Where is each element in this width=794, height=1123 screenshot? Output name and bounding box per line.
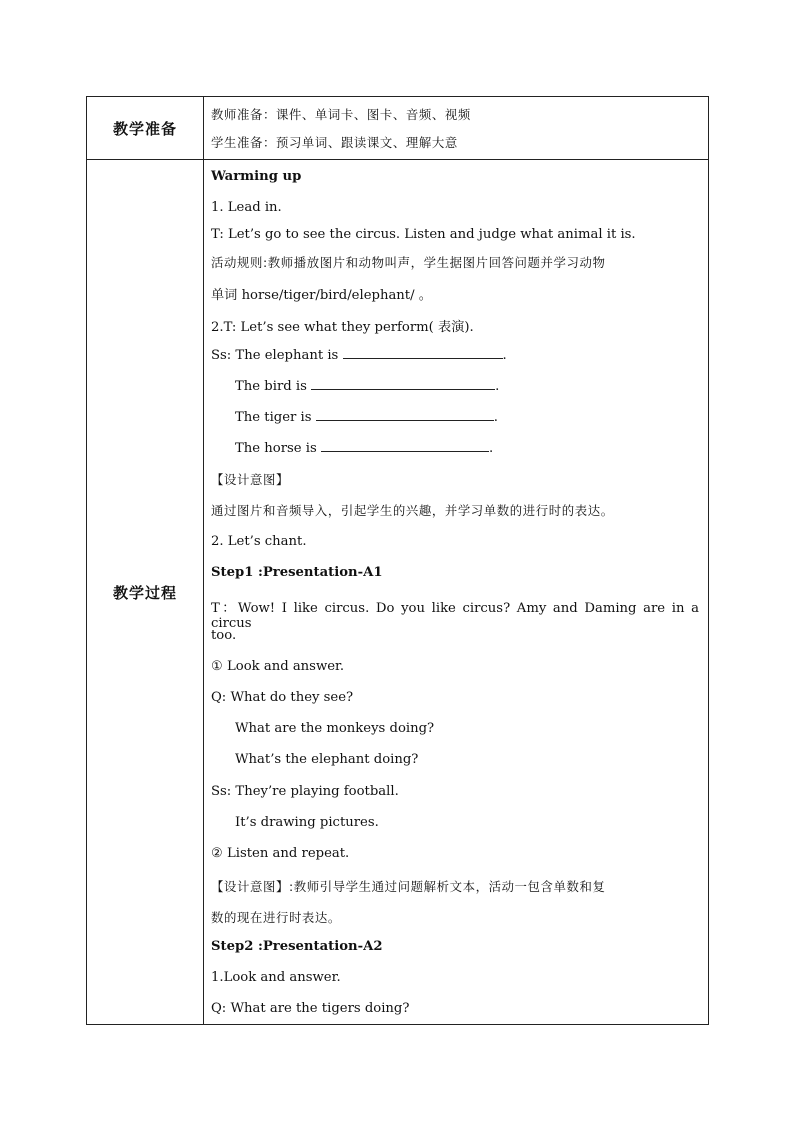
bird-blank-line — [211, 378, 499, 394]
horse-period: . — [488, 441, 494, 456]
bird-answer-blank[interactable] — [311, 378, 495, 390]
question-what-see: Q: What do they see? — [211, 690, 354, 705]
look-and-answer-2: 1.Look and answer. — [211, 970, 341, 985]
horse-blank-line — [211, 440, 493, 456]
teacher-listen-line: T: Let’s go to see the circus. Listen and judge what animal it is. — [211, 227, 636, 242]
question-tigers: Q: What are the tigers doing? — [211, 1001, 410, 1016]
step1-title: Step1 :Presentation-A1 — [211, 565, 383, 580]
student-preparation: 学生准备：预习单词、跟读课文、理解大意 — [211, 135, 458, 150]
look-and-answer: ① Look and answer. — [211, 659, 345, 674]
horse-prompt: The horse is — [235, 441, 317, 456]
horse-answer-blank[interactable] — [321, 440, 489, 452]
chant: 2. Let’s chant. — [211, 534, 307, 549]
listen-and-repeat: ② Listen and repeat. — [211, 846, 350, 861]
question-monkeys: What are the monkeys doing? — [235, 721, 435, 736]
process-label: 教学过程 — [87, 160, 204, 1025]
process-row — [87, 160, 709, 1025]
preparation-content — [204, 97, 709, 160]
activity-rule-line2: 单词 horse/tiger/bird/elephant/ 。 — [211, 288, 432, 303]
tiger-blank-line — [211, 409, 498, 425]
perform-question: 2.T: Let’s see what they perform( 表演). — [211, 320, 474, 335]
bird-period: . — [495, 379, 500, 394]
tiger-prompt: The tiger is — [235, 410, 312, 425]
elephant-blank-line — [211, 347, 507, 363]
preparation-label: 教学准备 — [87, 97, 204, 160]
question-elephant: What’s the elephant doing? — [235, 752, 419, 767]
activity-rule-line1: 活动规则:教师播放图片和动物叫声，学生据图片回答问题并学习动物 — [211, 255, 606, 270]
design-intent-text-1: 通过图片和音频导入，引起学生的兴趣，并学习单数的进行时的表达。 — [211, 503, 614, 518]
bird-prompt: The bird is — [235, 379, 307, 394]
design-intent-label-1: 【设计意图】 — [211, 472, 289, 487]
warming-up-title: Warming up — [211, 169, 302, 184]
design-intent-2-line2: 数的现在进行时表达。 — [211, 910, 341, 925]
process-content — [204, 160, 709, 1025]
elephant-answer-blank[interactable] — [343, 347, 503, 359]
lesson-plan-table — [86, 96, 709, 1025]
teacher-preparation: 教师准备：课件、单词卡、图卡、音频、视频 — [211, 107, 471, 122]
preparation-row — [87, 97, 709, 160]
tiger-period: . — [493, 410, 498, 425]
teacher-wow-line1: T：Wow! I like circus. Do you like circus? Amy and Daming are in a circus — [211, 601, 699, 631]
elephant-period: . — [502, 348, 507, 363]
teacher-wow-line2: too. — [211, 628, 237, 643]
tiger-answer-blank[interactable] — [316, 409, 494, 421]
lead-in: 1. Lead in. — [211, 200, 282, 215]
answer-drawing-pictures: It’s drawing pictures. — [235, 815, 379, 830]
design-intent-2-line1: 【设计意图】:教师引导学生通过问题解析文本，活动一包含单数和复 — [211, 879, 606, 894]
elephant-prompt: Ss: The elephant is — [211, 348, 339, 363]
step2-title: Step2 :Presentation-A2 — [211, 939, 383, 954]
answer-playing-football: Ss: They’re playing football. — [211, 784, 399, 799]
